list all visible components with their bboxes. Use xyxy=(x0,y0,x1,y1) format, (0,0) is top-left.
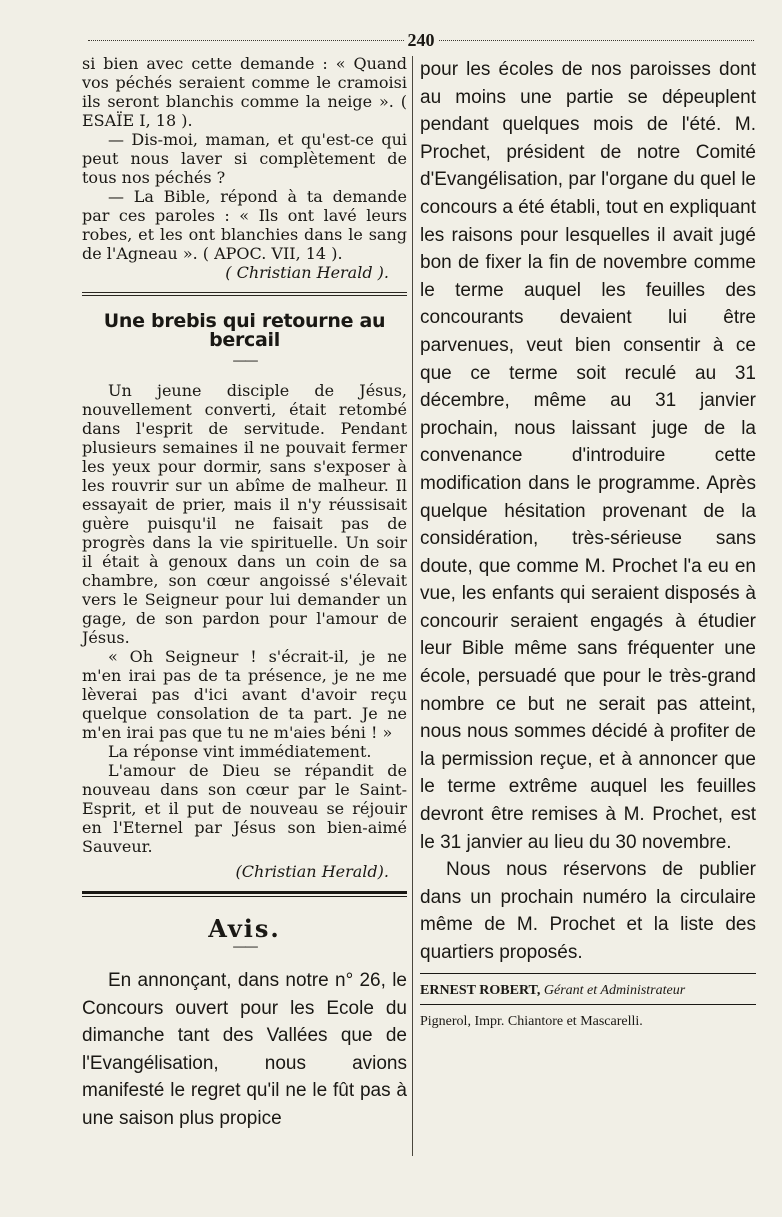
page-number: 240 xyxy=(404,30,439,50)
intro-citation: ( Christian Herald ). xyxy=(225,263,389,282)
footer-rule xyxy=(420,973,756,974)
footer-rule xyxy=(420,1004,756,1005)
printer-line: Pignerol, Impr. Chiantore et Mascarelli. xyxy=(420,1013,643,1029)
intro-paragraph: si bien avec cette demande : « Quand vos péchés seraient comme le cramoisi ils seront blanchis comme la neige ». ( ESAÏE I, 18 ). xyxy=(82,54,407,130)
section-rule xyxy=(82,292,407,296)
column-divider xyxy=(412,56,413,1156)
article-paragraph: « Oh Seigneur ! s'écrait-il, je ne m'en irai pas de ta présence, je ne me lèverai pas d'ici avant d'avoir reçu quelque consolation de ta part. Je ne m'en irai pas que tu ne m'aies béni ! » xyxy=(82,647,407,742)
left-column xyxy=(82,54,407,1133)
intro-paragraph: — La Bible, répond à ta demande par ces paroles : « Ils ont lavé leurs robes, et les ont blanchies dans le sang de l'Agneau ». ( APOC. VII, 14 ). xyxy=(82,187,407,263)
section-rule-thick xyxy=(82,891,407,897)
page-header xyxy=(88,30,754,50)
avis-title: Avis. xyxy=(208,914,281,943)
article-paragraph: Un jeune disciple de Jésus, nouvellement converti, était retombé dans l'esprit de servitude. Pendant plusieurs semaines il ne pouvait fermer les yeux pour dormir, sans s'exposer à les rouvrir sur un abîme de malheur. Il essayait de prier, mais il n'y réussisait guère puisqu'il ne faisait pas de progrès dans la vie spirituelle. Un soir il était à genoux dans un coin de sa chambre, son cœur angoissé s'élevait vers le Seigneur pour lui demander un gage, de son pardon pour l'amour de Jésus. xyxy=(82,381,407,647)
avis-paragraph: En annonçant, dans notre n° 26, le Concours ouvert pour les Ecole du dimanche tant des Vallées que de l'Evangélisation, nous avions manifesté le regret qu'il ne le fût pas à une saison plus propice xyxy=(82,970,407,1129)
right-column xyxy=(420,56,756,1033)
article-dash: —— xyxy=(232,353,257,369)
intro-paragraph: — Dis-moi, maman, et qu'est-ce qui peut nous laver si complètement de tous nos péchés ? xyxy=(82,130,407,187)
article-paragraph: pour les écoles de nos paroisses dont au moins une partie se dépeuplent pendant quelques mois de l'été. M. Prochet, président de notre Comité d'Evangélisation, par l'organe du quel le concours a été établi, tout en expliquant les raisons pour lesquelles il avait jugé bon de fixer la fin de novembre comme le terme auquel les feuilles des concourants devaient lui être parvenues, veut bien consentir à ce que ce terme soit reculé au 31 décembre, même au 31 janvier prochain, nous laissant juge de la convenance d'introduire cette modification dans le programme. Après quelque hésitation provenant de la considération, très-sérieuse sans doute, que comme M. Prochet l'a eu en vue, les enfants qui seraient disposés à concourir seraient engagés à étudier leur Bible même sans fréquenter une école, persuadé que pour le très-grand nombre ce but ne serait pas atteint, nous nous sommes décidé à profiter de la permission reçue, et à annoncer que le terme extrême auquel les feuilles devront être remises à M. Prochet, est le 31 janvier au lieu du 30 novembre. xyxy=(420,59,756,853)
avis-dash: —— xyxy=(232,939,257,955)
article-paragraph: Nous nous réservons de publier dans un prochain numéro la circulaire même de M. Prochet et la liste des quartiers proposés. xyxy=(420,859,756,963)
article-citation: (Christian Herald). xyxy=(235,862,389,881)
footer-role: Gérant et Administrateur xyxy=(543,982,686,998)
article-title: Une brebis qui retourne au bercail xyxy=(103,310,386,351)
article-paragraph: L'amour de Dieu se répandit de nouveau dans son cœur par le Saint-Esprit, et il put de nouveau se réjouir en l'Eternel par Jésus son bien-aimé Sauveur. xyxy=(82,761,407,856)
publisher-footer xyxy=(420,980,756,1002)
article-paragraph: La réponse vint immédiatement. xyxy=(108,742,372,761)
footer-name: ERNEST ROBERT, xyxy=(420,982,541,998)
